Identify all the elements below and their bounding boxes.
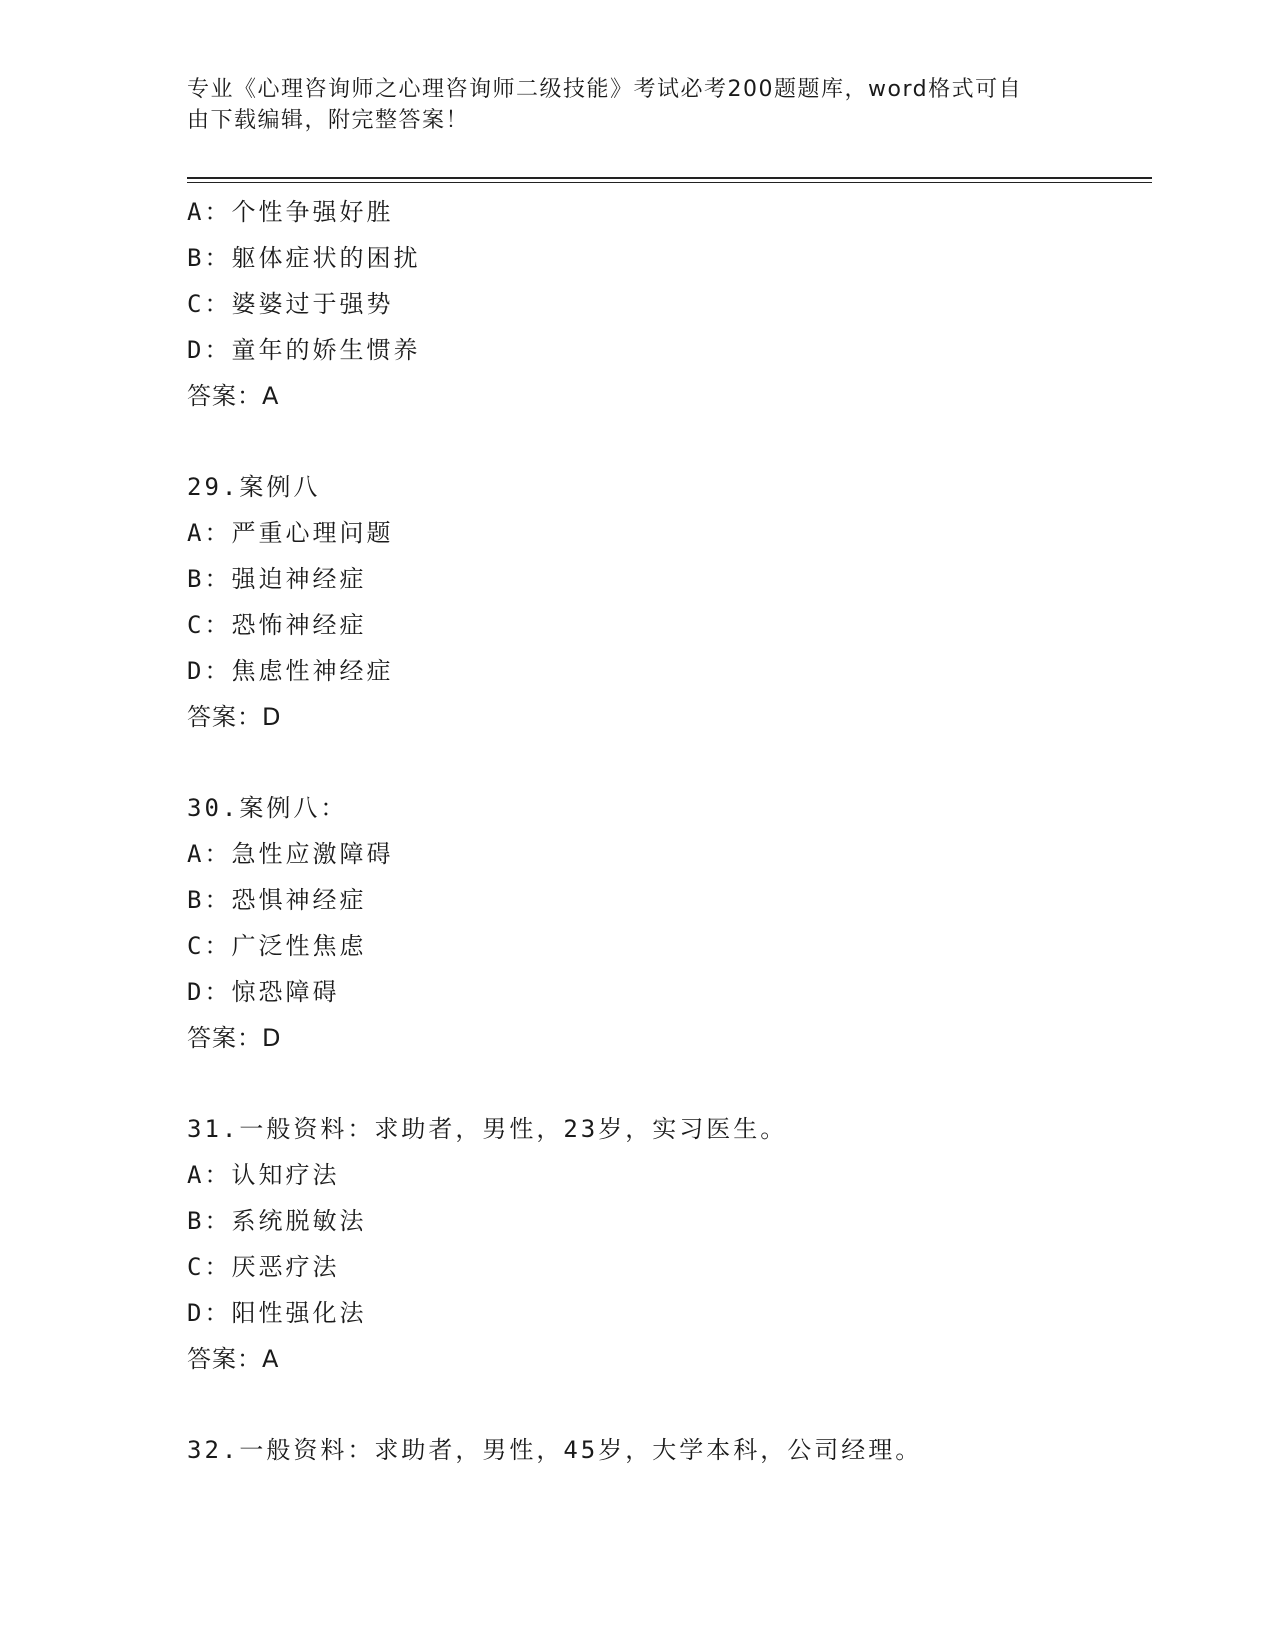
answer-line: 答案：A [187, 1345, 280, 1373]
question-title: 32.一般资料：求助者，男性，45岁，大学本科，公司经理。 [187, 1436, 923, 1464]
option-b: B：系统脱敏法 [187, 1207, 367, 1235]
header-line-2: 由下载编辑，附完整答案！ [187, 108, 470, 133]
question-title: 30.案例八： [187, 794, 348, 822]
question-block [187, 189, 1147, 419]
option-c: C：广泛性焦虑 [187, 932, 367, 960]
option-a: A：个性争强好胜 [187, 198, 394, 226]
question-block [187, 785, 1147, 1061]
option-a: A：急性应激障碍 [187, 840, 394, 868]
option-b: B：躯体症状的困扰 [187, 244, 421, 272]
answer-line: 答案：D [187, 1024, 282, 1052]
question-block [187, 464, 1147, 740]
option-d: D：童年的娇生惯养 [187, 336, 421, 364]
question-block [187, 1106, 1147, 1382]
option-a: A：严重心理问题 [187, 519, 394, 547]
option-c: C：婆婆过于强势 [187, 290, 394, 318]
option-c: C：恐怖神经症 [187, 611, 367, 639]
header-divider-thick [187, 177, 1152, 179]
question-title: 31.一般资料：求助者，男性，23岁，实习医生。 [187, 1115, 788, 1143]
option-c: C：厌恶疗法 [187, 1253, 340, 1281]
header-divider-thin [187, 182, 1152, 183]
option-b: B：强迫神经症 [187, 565, 367, 593]
option-d: D：惊恐障碍 [187, 978, 340, 1006]
question-list [187, 189, 1147, 1473]
answer-line: 答案：D [187, 703, 282, 731]
question-block [187, 1427, 1147, 1473]
option-b: B：恐惧神经症 [187, 886, 367, 914]
question-title: 29.案例八 [187, 473, 321, 501]
header-line-1: 专业《心理咨询师之心理咨询师二级技能》考试必考200题题库，word格式可自 [187, 77, 1023, 102]
document-header [187, 74, 1067, 136]
answer-line: 答案：A [187, 382, 280, 410]
option-d: D：阳性强化法 [187, 1299, 367, 1327]
option-a: A：认知疗法 [187, 1161, 340, 1189]
option-d: D：焦虑性神经症 [187, 657, 394, 685]
